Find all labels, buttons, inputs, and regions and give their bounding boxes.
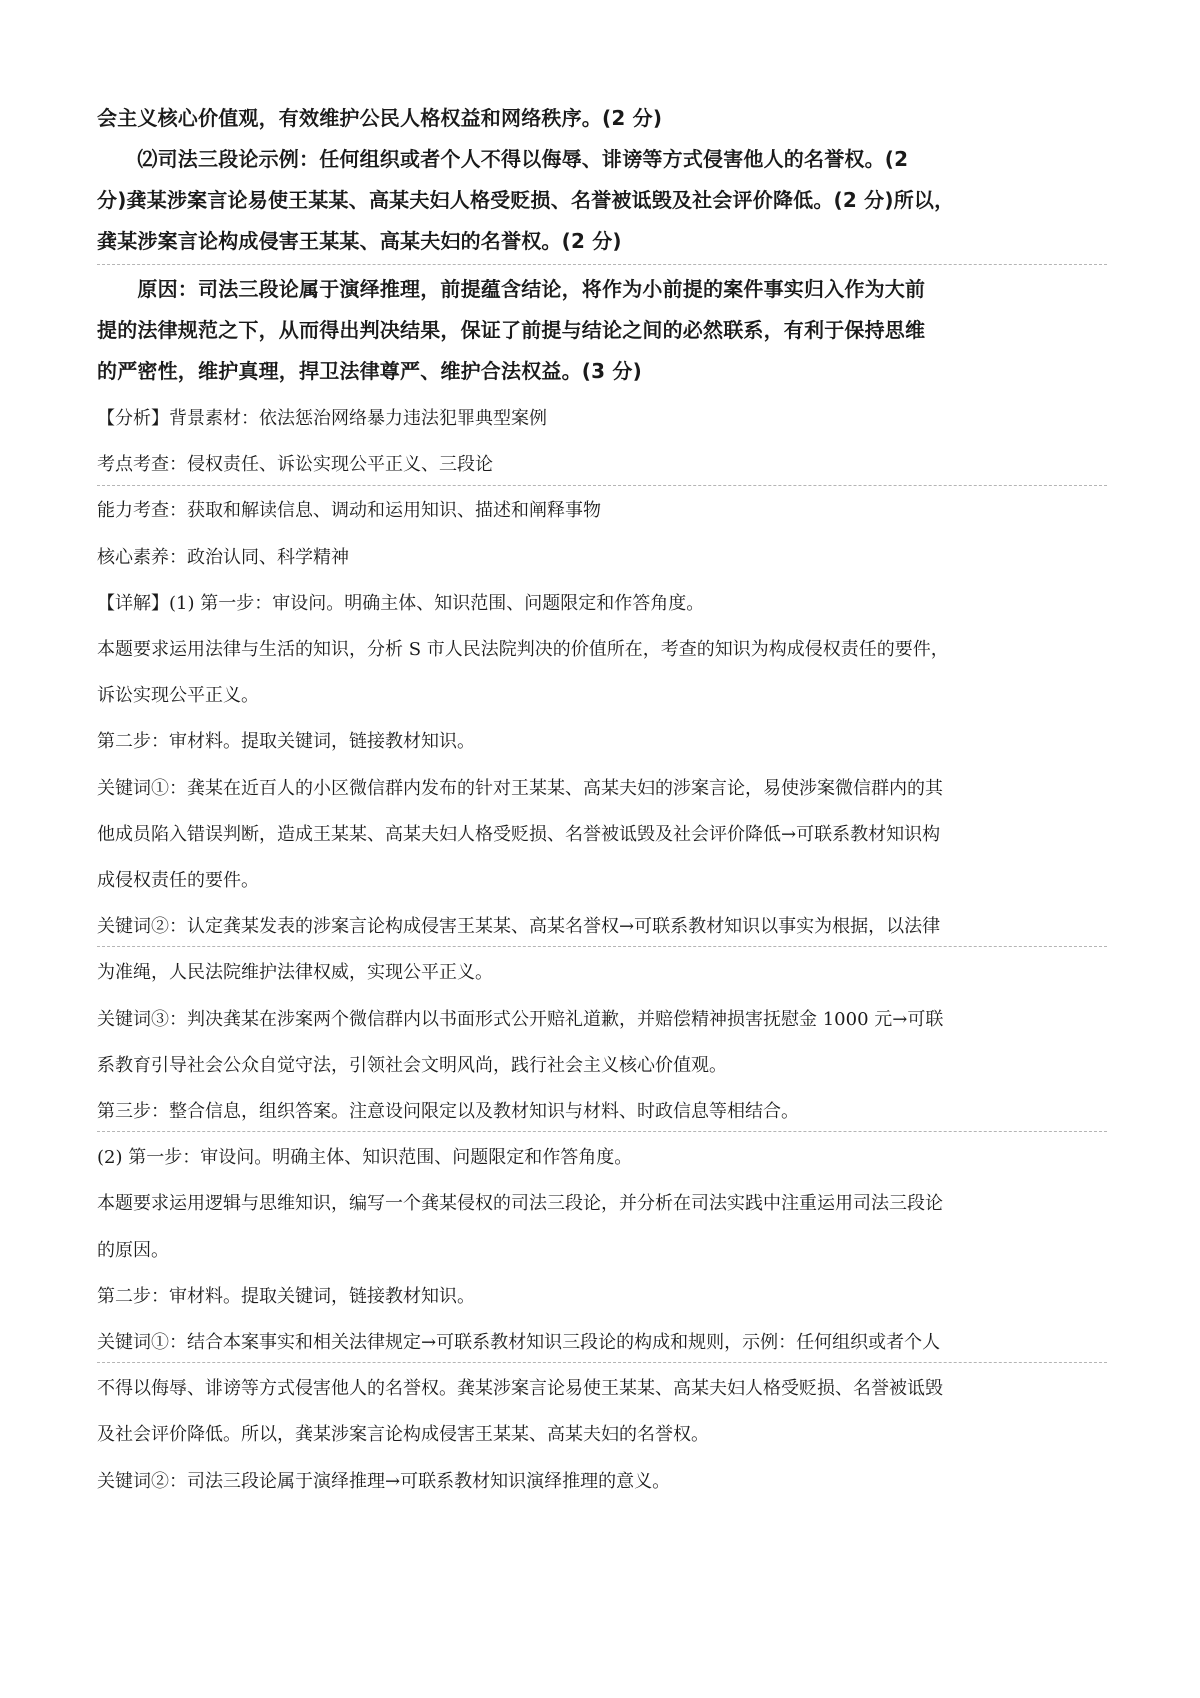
analysis-line: (2) 第一步：审设问。明确主体、知识范围、问题限定和作答角度。 xyxy=(97,1147,633,1169)
analysis-line: 关键词①：龚某在近百人的小区微信群内发布的针对王某某、高某夫妇的涉案言论，易使涉案微信群内的其 xyxy=(97,777,943,799)
answer-section xyxy=(97,98,1107,262)
analysis-line: 【详解】(1) 第一步：审设问。明确主体、知识范围、问题限定和作答角度。 xyxy=(97,592,705,614)
analysis-line: 关键词①：结合本案事实和相关法律规定→可联系教材知识三段论的构成和规则，示例：任何组织或者个人 xyxy=(97,1332,941,1354)
analysis-line: 核心素养：政治认同、科学精神 xyxy=(97,546,349,568)
analysis-line: 第三步：整合信息，组织答案。注意设问限定以及教材知识与材料、时政信息等相结合。 xyxy=(97,1101,799,1123)
analysis-line: 考点考查：侵权责任、诉讼实现公平正义、三段论 xyxy=(97,454,493,476)
analysis-line: 关键词②：认定龚某发表的涉案言论构成侵害王某某、高某名誉权→可联系教材知识以事实为根据，以法律 xyxy=(97,916,941,938)
analysis-line: 关键词②：司法三段论属于演绎推理→可联系教材知识演绎推理的意义。 xyxy=(97,1470,671,1492)
document-page xyxy=(97,98,1107,1505)
analysis-line: 诉讼实现公平正义。 xyxy=(97,685,259,707)
analysis-line: 成侵权责任的要件。 xyxy=(97,870,259,892)
reason-line: 原因：司法三段论属于演绎推理，前提蕴含结论，将作为小前提的案件事实归入作为大前 xyxy=(97,277,926,301)
analysis-line: 为准绳，人民法院维护法律权威，实现公平正义。 xyxy=(97,962,493,984)
analysis-line: 的原因。 xyxy=(97,1239,169,1261)
analysis-section xyxy=(97,396,1107,1505)
analysis-line: 及社会评价降低。所以，龚某涉案言论构成侵害王某某、高某夫妇的名誉权。 xyxy=(97,1424,709,1446)
analysis-line: 不得以侮辱、诽谤等方式侵害他人的名誉权。龚某涉案言论易使王某某、高某夫妇人格受贬损、名誉被诋毁 xyxy=(97,1378,943,1400)
analysis-line: 关键词③：判决龚某在涉案两个微信群内以书面形式公开赔礼道歉，并赔偿精神损害抚慰金 1000 元→可联 xyxy=(97,1008,944,1030)
analysis-line: 系教育引导社会公众自觉守法，引领社会文明风尚，践行社会主义核心价值观。 xyxy=(97,1054,727,1076)
answer-line: 龚某涉案言论构成侵害王某某、高某夫妇的名誉权。(2 分) xyxy=(97,229,622,253)
analysis-line: 他成员陷入错误判断，造成王某某、高某夫妇人格受贬损、名誉被诋毁及社会评价降低→可联系教材知识构 xyxy=(97,823,941,845)
analysis-line: 第二步：审材料。提取关键词，链接教材知识。 xyxy=(97,1285,475,1307)
answer-line: 会主义核心价值观，有效维护公民人格权益和网络秩序。(2 分) xyxy=(97,106,663,130)
analysis-line: 第二步：审材料。提取关键词，链接教材知识。 xyxy=(97,731,475,753)
dashed-divider xyxy=(97,264,1107,265)
reason-line: 的严密性，维护真理，捍卫法律尊严、维护合法权益。(3 分) xyxy=(97,359,642,383)
answer-line: ⑵司法三段论示例：任何组织或者个人不得以侮辱、诽谤等方式侵害他人的名誉权。(2 xyxy=(97,147,909,171)
analysis-line: 能力考查：获取和解读信息、调动和运用知识、描述和阐释事物 xyxy=(97,500,601,522)
analysis-line: 本题要求运用逻辑与思维知识，编写一个龚某侵权的司法三段论，并分析在司法实践中注重运用司法三段论 xyxy=(97,1193,943,1215)
answer-line: 分)龚某涉案言论易使王某某、高某夫妇人格受贬损、名誉被诋毁及社会评价降低。(2 分)所以， xyxy=(97,188,955,212)
analysis-line: 【分析】背景素材：依法惩治网络暴力违法犯罪典型案例 xyxy=(97,408,547,429)
reason-section xyxy=(97,269,1107,392)
analysis-line: 本题要求运用法律与生活的知识，分析 S 市人民法院判决的价值所在，考查的知识为构成侵权责任的要件， xyxy=(97,639,949,661)
reason-line: 提的法律规范之下，从而得出判决结果，保证了前提与结论之间的必然联系，有利于保持思维 xyxy=(97,318,926,342)
